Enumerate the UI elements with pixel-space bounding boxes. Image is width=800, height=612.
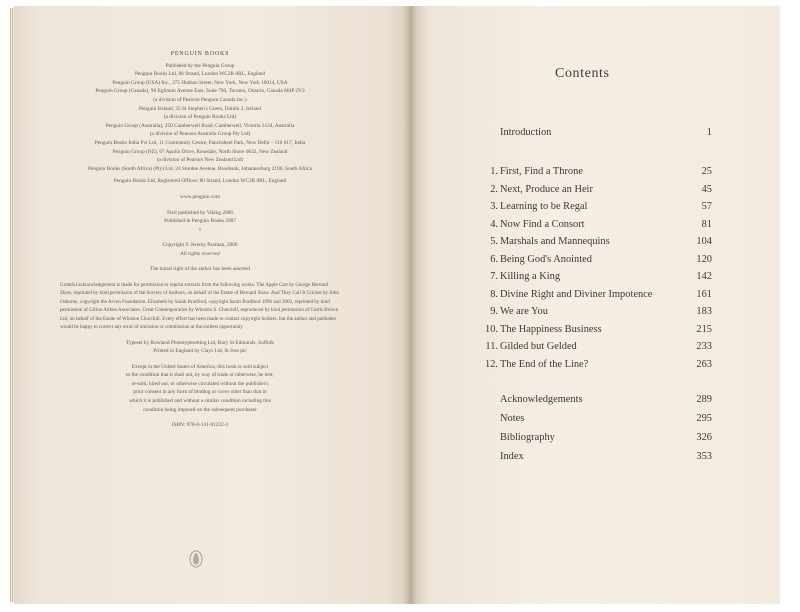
toc-page-number: 81 [701, 218, 712, 230]
publisher-line: Published by the Penguin Group [165, 62, 235, 69]
toc-page-number: 161 [696, 288, 712, 300]
toc-row-chapter [490, 183, 712, 198]
toc-row-chapter [485, 358, 712, 373]
condition-line: to the condition that it shall not, by way of trade or otherwise, be lent, [126, 372, 274, 379]
chapter-number: 8. [490, 288, 498, 300]
publisher-line: Penguin Group (NZ), 67 Apollo Drive, Rosedale, North Shore 0632, New Zealand [112, 148, 288, 155]
toc-row-chapter [490, 201, 712, 215]
book-gutter [403, 6, 417, 604]
publisher-line: Penguin Books India Pvt Ltd, 11 Community Centre, Panchsheel Park, New Delhi – 110 017, India [94, 139, 306, 146]
toc-page-number: 289 [696, 394, 712, 405]
chapter-number: 4. [490, 218, 498, 230]
publisher-line: (a division of Pearson Australia Group Pty Ltd) [149, 131, 251, 138]
chapter-title: The Happiness Business [500, 323, 602, 335]
chapter-title: Marshals and Mannequins [500, 236, 610, 247]
toc-page-number: 233 [696, 341, 712, 352]
toc-row-back-matter [500, 413, 712, 427]
chapter-title: Gilded but Gelded [500, 341, 577, 352]
chapter-number: 7. [490, 271, 498, 282]
chapter-number: 5. [490, 236, 498, 247]
publisher-line: Penguin Books Ltd, 80 Strand, London WC2R 0RL, England [134, 71, 266, 78]
toc-row-chapter [490, 306, 712, 320]
publisher-line: (a division of Penguin Books Ltd) [163, 114, 237, 121]
toc-row-back-matter [500, 394, 712, 408]
chapter-title: Next, Produce an Heir [500, 183, 593, 195]
registered-office-line: Penguin Books Ltd, Registered Offices: 80 Strand, London WC2R 0RL, England [113, 178, 287, 185]
chapter-title: We are You [500, 306, 548, 317]
publisher-line: (a division of Pearson Penguin Canada Inc.) [153, 96, 247, 103]
toc-page-number: 120 [696, 253, 712, 265]
chapter-title: The End of the Line? [500, 358, 589, 370]
toc-page-number: 104 [696, 236, 712, 247]
contents-page [410, 6, 780, 604]
print-number: 1 [198, 226, 202, 233]
publisher-line: Penguin Ireland, 25 St Stephen's Green, Dublin 2, Ireland [138, 105, 262, 112]
condition-line: condition being imposed on the subsequent purchaser [143, 406, 257, 413]
toc-row-chapter [490, 253, 712, 268]
contents-title: Contents [555, 66, 610, 81]
back-matter-title: Acknowledgements [500, 394, 583, 405]
back-matter-title: Index [500, 451, 524, 462]
website-line: www.penguin.com [180, 193, 220, 200]
toc-row-chapter [490, 236, 712, 250]
toc-page-number: 25 [701, 166, 712, 177]
acknowledgement-paragraph: Grateful acknowledgement is made for permission to reprint extracts from the following works: The Apple Cart by George Bernard Shaw, reprinted by kind permission of the Society of Authors, on behalf of the Estate of Bernard Shaw. And They Call It Cricket by John Osborne, copyright the Arvon Foundation. Elizabeth by Sarah Bradford, copyright Sarah Bradford 1996 and 2002, reprinted by kind permission of Gillon Aitken Associates. Great Contemporaries by Winston S. Churchill, reproduced by kind permission of Curtis Brown Ltd, on behalf of the Estate of Winston Churchill. Every effort has been made to contact copyright holders, but the author and publisher would be happy to correct any error of omission or commission at the earliest opportunity [60, 282, 339, 331]
toc-row-chapter [490, 271, 712, 285]
toc-page-number: 353 [696, 451, 712, 462]
back-matter-title: Notes [500, 413, 525, 424]
toc-row-chapter [485, 341, 712, 355]
publisher-line: Penguin Group (USA) Inc., 375 Hudson Street, New York, New York 10014, USA [112, 79, 288, 86]
copyright-text-block [60, 50, 340, 430]
rights-reserved: All rights reserved [180, 250, 220, 257]
toc-row-introduction [500, 127, 712, 141]
chapter-number: 1. [490, 166, 498, 177]
chapter-number: 10. [485, 323, 498, 335]
chapter-number: 2. [490, 183, 498, 195]
toc-page-number: 1 [706, 127, 712, 138]
toc-page-number: 45 [701, 183, 712, 195]
printer-line: Printed in England by Clays Ltd, St Ives plc [153, 348, 247, 355]
chapter-number: 9. [490, 306, 498, 317]
back-matter-title: Bibliography [500, 432, 555, 443]
isbn-line: ISBN: 978-0-141-01222-3 [171, 422, 229, 429]
toc-row-chapter [490, 288, 712, 303]
chapter-title: Being God's Anointed [500, 253, 592, 265]
toc-page-number: 215 [696, 323, 712, 335]
toc-row-chapter [490, 166, 712, 180]
toc-row-back-matter [500, 451, 712, 465]
toc-row-chapter [485, 323, 712, 338]
toc-page-number: 295 [696, 413, 712, 424]
condition-line: re-sold, hired out, or otherwise circulated without the publisher's [131, 380, 269, 387]
publisher-line: Penguin Group (Australia), 250 Camberwell Road, Camberwell, Victoria 3124, Australia [105, 122, 295, 129]
chapter-title: First, Find a Throne [500, 166, 583, 177]
toc-row-chapter [490, 218, 712, 233]
condition-line: which it is published and without a similar condition including this [129, 398, 271, 405]
publisher-line: (a division of Pearson New Zealand Ltd) [156, 157, 244, 164]
chapter-title: Learning to be Regal [500, 201, 588, 212]
edition-line: Published in Penguin Books 2007 [164, 218, 236, 225]
chapter-number: 12. [485, 358, 498, 370]
edition-line: First published by Viking 2006 [167, 209, 233, 216]
chapter-title: Killing a King [500, 271, 561, 282]
moral-right-line: The moral right of the author has been asserted [150, 266, 250, 273]
chapter-title: Divine Right and Diviner Impotence [500, 288, 653, 300]
condition-line: Except in the United States of America, this book is sold subject [131, 363, 269, 370]
chapter-number: 3. [490, 201, 498, 212]
typesetter-line: Typeset by Rowland Phototypesetting Ltd, Bury St Edmunds, Suffolk [126, 339, 274, 346]
copyright-notice: Copyright © Jeremy Paxman, 2006 [162, 242, 238, 249]
chapter-number: 6. [490, 253, 498, 265]
toc-title: Introduction [500, 127, 552, 138]
toc-page-number: 263 [696, 358, 712, 370]
publisher-line: Penguin Books (South Africa) (Pty) Ltd, 24 Sturdee Avenue, Rosebank, Johannesburg 2196, South Africa [88, 165, 312, 172]
publisher-line: Penguin Group (Canada), 90 Eglinton Avenue East, Suite 700, Toronto, Ontario, Canada M4P 2Y3 [95, 88, 305, 95]
toc-row-back-matter [500, 432, 712, 446]
chapter-number: 11. [485, 341, 498, 352]
condition-line: prior consent in any form of binding or cover other than that in [133, 389, 267, 396]
toc-page-number: 142 [696, 271, 712, 282]
chapter-title: Now Find a Consort [500, 218, 585, 230]
toc-page-number: 57 [701, 201, 712, 212]
toc-page-number: 326 [696, 432, 712, 443]
penguin-logo-icon [189, 550, 203, 568]
publisher-header: PENGUIN BOOKS [170, 51, 230, 57]
toc-page-number: 183 [696, 306, 712, 317]
